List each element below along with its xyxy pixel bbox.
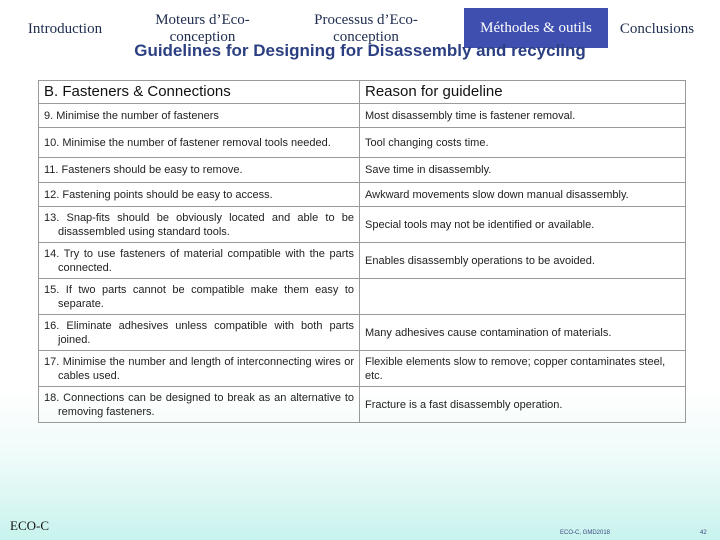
- footer-credit: ECO-C, GMD2018: [560, 530, 611, 536]
- guideline-cell: 12. Fastening points should be easy to access.: [39, 183, 360, 207]
- table-row: [39, 183, 686, 207]
- reason-cell: [360, 279, 686, 315]
- guideline-cell: 10. Minimise the number of fastener removal tools needed.: [39, 128, 360, 158]
- table-row: [39, 128, 686, 158]
- reason-cell: Save time in disassembly.: [360, 158, 686, 183]
- table-header-row: [39, 81, 686, 104]
- table-row: [39, 243, 686, 279]
- table-row: [39, 351, 686, 387]
- guideline-cell: 13. Snap-fits should be obviously located and able to be disassembled using standard tools.: [39, 207, 360, 243]
- footer-brand: ECO-C: [10, 518, 49, 533]
- guidelines-table: [38, 80, 686, 423]
- table-row: [39, 207, 686, 243]
- table-row: [39, 387, 686, 423]
- tab-methodes-outils[interactable]: Méthodes & outils: [464, 8, 608, 48]
- guideline-cell: 11. Fasteners should be easy to remove.: [39, 158, 360, 183]
- guideline-cell: 18. Connections can be designed to break as an alternative to removing fasteners.: [39, 387, 360, 423]
- reason-cell: Tool changing costs time.: [360, 128, 686, 158]
- guideline-cell: 17. Minimise the number and length of interconnecting wires or cables used.: [39, 351, 360, 387]
- reason-cell: Most disassembly time is fastener removal.: [360, 104, 686, 128]
- reason-cell: Awkward movements slow down manual disassembly.: [360, 183, 686, 207]
- guideline-cell: 15. If two parts cannot be compatible make them easy to separate.: [39, 279, 360, 315]
- guideline-cell: 16. Eliminate adhesives unless compatible with both parts joined.: [39, 315, 360, 351]
- tab-moteurs-eco-conception[interactable]: Moteurs d’Eco-conception: [155, 12, 250, 45]
- column-header-fasteners: B. Fasteners & Connections: [39, 81, 360, 104]
- tab-conclusions[interactable]: Conclusions: [619, 20, 695, 37]
- reason-cell: Many adhesives cause contamination of materials.: [360, 315, 686, 351]
- top-navigation: [0, 0, 720, 46]
- slide-title: Guidelines for Designing for Disassembly and recycling: [134, 41, 586, 60]
- guideline-cell: 14. Try to use fasteners of material compatible with the parts connected.: [39, 243, 360, 279]
- column-header-reason: Reason for guideline: [360, 81, 686, 104]
- reason-cell: Fracture is a fast disassembly operation.: [360, 387, 686, 423]
- table-row: [39, 158, 686, 183]
- reason-cell: Flexible elements slow to remove; copper contaminates steel, etc.: [360, 351, 686, 387]
- reason-cell: Special tools may not be identified or available.: [360, 207, 686, 243]
- guideline-cell: 9. Minimise the number of fasteners: [39, 104, 360, 128]
- page-number: 42: [700, 530, 707, 536]
- tab-processus-eco-conception[interactable]: Processus d’Eco-conception: [314, 12, 418, 45]
- table-row: [39, 315, 686, 351]
- tab-introduction[interactable]: Introduction: [27, 20, 103, 37]
- table-row: [39, 279, 686, 315]
- reason-cell: Enables disassembly operations to be avoided.: [360, 243, 686, 279]
- table-row: [39, 104, 686, 128]
